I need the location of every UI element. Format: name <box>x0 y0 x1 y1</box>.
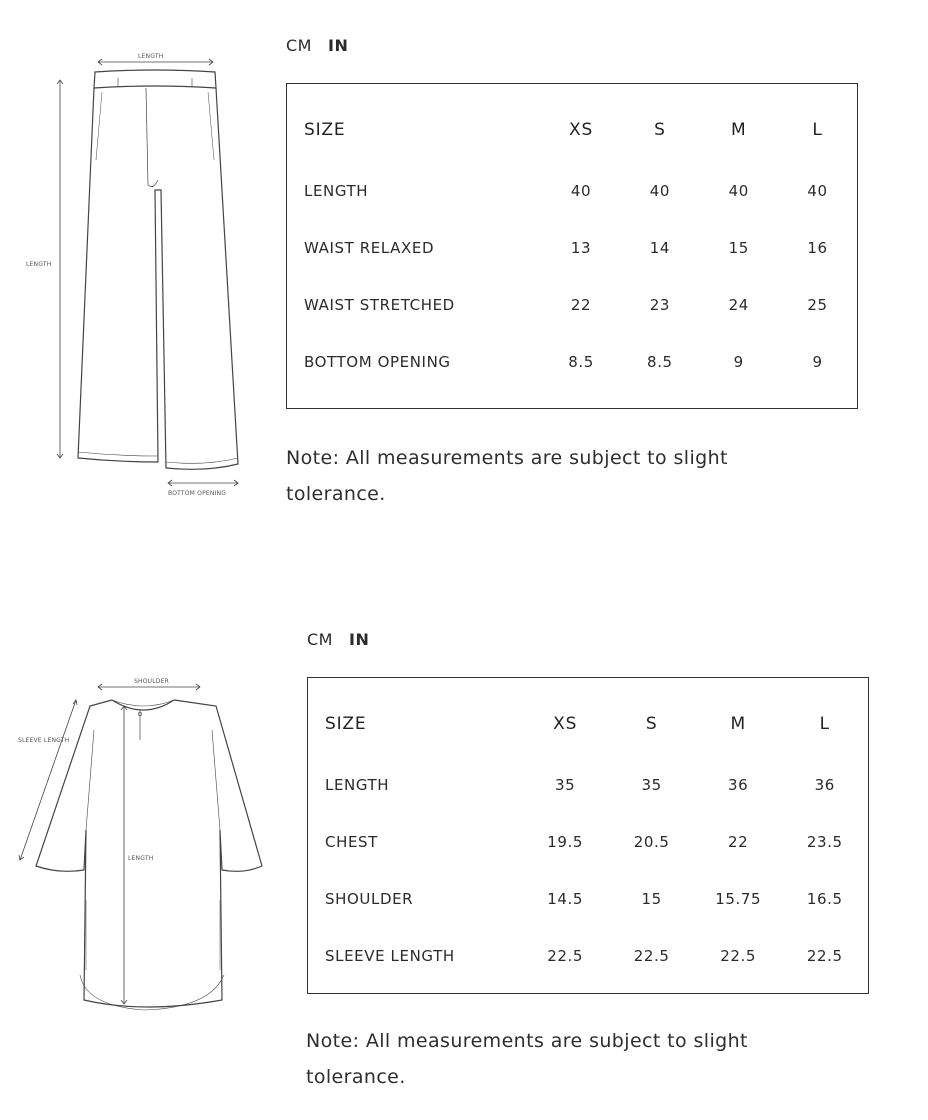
cell-value: 22.5 <box>806 946 843 965</box>
table-row <box>325 756 868 813</box>
header-s: S <box>645 714 658 734</box>
cell-value: 23 <box>649 295 671 314</box>
header-size: SIZE <box>325 714 367 734</box>
cell-value: 40 <box>807 181 828 200</box>
table-header-row <box>325 692 868 756</box>
cell-value: 22.5 <box>720 946 757 965</box>
trousers-width-label: LENGTH <box>138 53 164 60</box>
cell-value: 13 <box>570 238 592 257</box>
trousers-bottom-opening-label: BOTTOM OPENING <box>168 490 227 497</box>
tolerance-note: Note: All measurements are subject to slight tolerance. <box>286 447 728 505</box>
trousers-length-label: LENGTH <box>26 261 52 268</box>
cell-value: 20.5 <box>633 832 670 851</box>
table-row <box>325 813 868 870</box>
trousers-illustration-icon <box>18 40 258 510</box>
header-l: L <box>819 714 830 734</box>
header-size: SIZE <box>304 120 346 140</box>
cell-value: 9 <box>812 352 823 371</box>
tolerance-note: Note: All measurements are subject to slight tolerance. <box>306 1030 748 1088</box>
cell-value: 24 <box>728 295 749 314</box>
row-label: LENGTH <box>325 775 390 794</box>
unit-in-button[interactable]: IN <box>348 630 370 649</box>
unit-in-button[interactable]: IN <box>327 36 349 55</box>
tunic-length-label: LENGTH <box>128 855 154 862</box>
cell-value: 22.5 <box>547 946 584 965</box>
table-row <box>304 333 857 390</box>
cell-value: 15 <box>728 238 749 257</box>
header-xs: XS <box>553 714 578 734</box>
unit-cm-button[interactable]: CM <box>286 36 312 55</box>
cell-value: 35 <box>641 775 662 794</box>
size-chart-top <box>0 600 928 1120</box>
cell-value: 22.5 <box>633 946 670 965</box>
cell-value: 25 <box>807 295 828 314</box>
header-m: M <box>730 714 746 734</box>
size-table-box <box>286 83 858 409</box>
cell-value: 40 <box>728 181 749 200</box>
table-row <box>325 870 868 927</box>
table-row <box>304 219 857 276</box>
header-m: M <box>730 120 747 140</box>
row-label: WAIST RELAXED <box>304 238 435 257</box>
cell-value: 8.5 <box>568 352 594 371</box>
table-row <box>304 162 857 219</box>
size-table-box <box>307 677 869 994</box>
cell-value: 40 <box>570 181 592 200</box>
row-label: WAIST STRETCHED <box>304 295 455 314</box>
cell-value: 15 <box>641 889 662 908</box>
table-header-row <box>304 98 857 162</box>
row-label: SHOULDER <box>325 889 414 908</box>
cell-value: 23.5 <box>806 832 843 851</box>
header-xs: XS <box>569 120 594 140</box>
cell-value: 16 <box>807 238 828 257</box>
row-label: CHEST <box>325 832 378 851</box>
tunic-sleeve-label: SLEEVE LENGTH <box>18 737 70 744</box>
cell-value: 9 <box>733 352 744 371</box>
cell-value: 40 <box>649 181 671 200</box>
header-s: S <box>654 120 666 140</box>
row-label: LENGTH <box>304 181 369 200</box>
cell-value: 16.5 <box>806 889 843 908</box>
cell-value: 35 <box>555 775 576 794</box>
cell-value: 36 <box>728 775 749 794</box>
cell-value: 14.5 <box>547 889 584 908</box>
cell-value: 22 <box>570 295 592 314</box>
size-table <box>304 98 857 390</box>
cell-value: 14 <box>649 238 671 257</box>
row-label: BOTTOM OPENING <box>304 352 451 371</box>
cell-value: 8.5 <box>647 352 673 371</box>
cell-value: 36 <box>814 775 835 794</box>
header-l: L <box>812 120 823 140</box>
unit-cm-button[interactable]: CM <box>307 630 333 649</box>
size-table <box>325 692 868 984</box>
cell-value: 19.5 <box>547 832 584 851</box>
tunic-shoulder-label: SHOULDER <box>134 678 169 685</box>
row-label: SLEEVE LENGTH <box>325 946 455 965</box>
unit-toggle <box>307 630 385 649</box>
cell-value: 22 <box>728 832 749 851</box>
table-row <box>325 927 868 984</box>
cell-value: 15.75 <box>715 889 762 908</box>
unit-toggle <box>286 36 364 55</box>
tunic-illustration-icon <box>14 670 274 1020</box>
table-row <box>304 276 857 333</box>
